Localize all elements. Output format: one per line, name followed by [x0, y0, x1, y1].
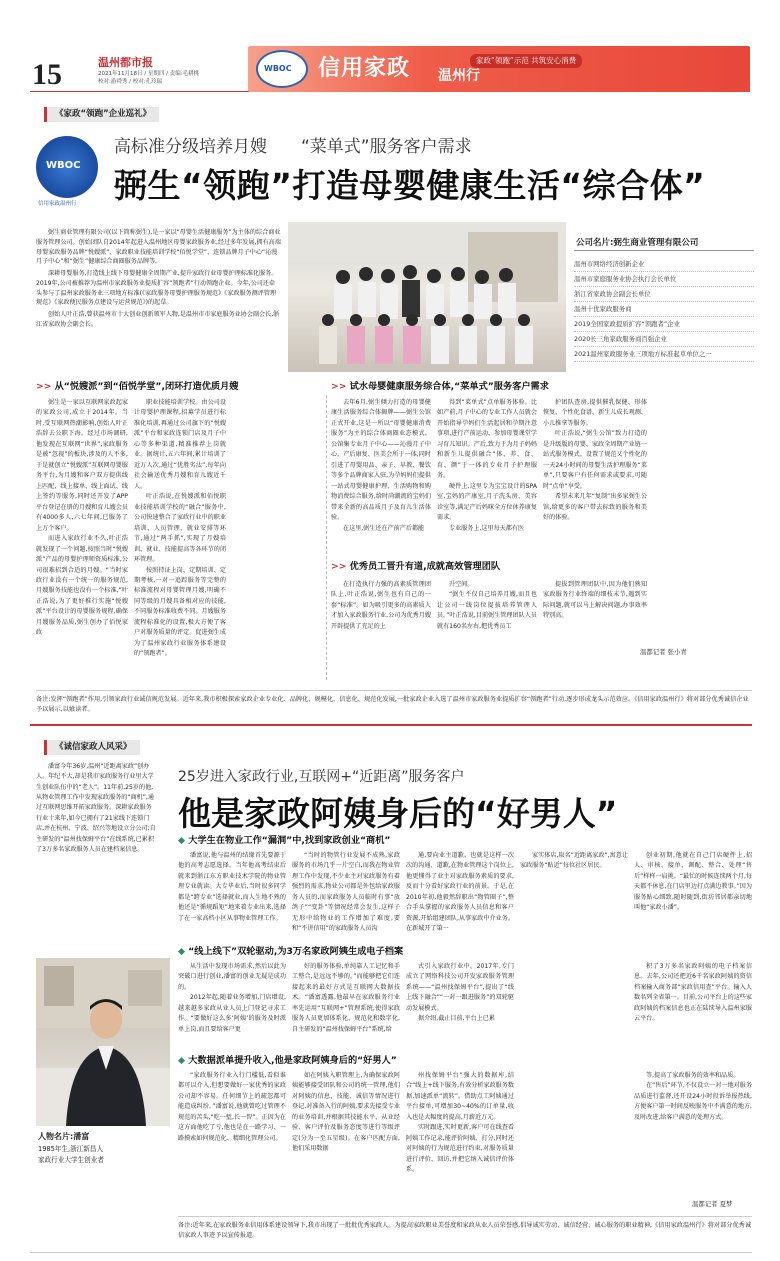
- diamond-icon: ◆: [178, 835, 189, 846]
- bottom-rule: [30, 1252, 752, 1253]
- honor-item: 温州市网络经济创新企业: [574, 257, 754, 272]
- honor-item: 浙江省家政协会副会长单位: [574, 287, 754, 302]
- text-column: 弼生是一家以互联网家政起家的家政公司,成立于2014年。当时,受互联网热潮影响,创始人叶正浩辞去公职下海。经过市场调研,他发现在互联网“世界”,家政服务是被“忽视”的板块,涉及的人不多,于是就创立“悦嫂派”互联网母婴服务平台,为月嫂和客户双方提供线上匹配、线上接单、线上面试、线上签约等服务,同时还开发了APP平台登记在册的月嫂和育儿嫂会员有4000多人,六七年间,已服务了上万个客户。 而进入家政行业不久,叶正浩就发现了一个问题,按照当时“悦嫂派”产品的母婴护理师资质标准,公司很难招到合适的月嫂。“当时家政行业没有一个统一的服务规范,月嫂服务技能也没有一个标准,”叶正浩说,为了更好推行实施“悦嫂派”平台设计的母婴服务规程,确保月嫂服务品质,弼生创办了佰悦家政: [36, 399, 128, 637]
- text-column: 州找保姆平台”强大的数据库,结合“线上+线下服务,有效分析家政服务数据,加速派单“流转”。借助点工阿姨通过平台接单,可增加30~40%的订单量,收入也是大幅度的提高,月薪近万元。 实时跟进,实时更新,客户可在线查看阿姨工作记录,能评价阿姨、打分,同时还对阿姨的行为规范进行约束,对服务质量进行评价、回访,并把它纳入诚信评价体系。: [406, 1072, 514, 1174]
- editor-note: 备注:近年来,在家政服务业信用体系建设领导下,我市出现了一批批优秀家政人。为提高家政职业美誉度和家政从业人员荣誉感,倡导诚实劳动、诚信经营、诚心服务的职业精神,《信用家政温州行》将对部分优秀诚信家政人事迹予以宣传报道。: [178, 1216, 752, 1241]
- text-column: 升空间。 “弼生不仅自己培养月嫂,而且也让公司一线岗位提拔培养管理人员。”叶正浩说,目前弼生管理团队人员就有160名左右,把优秀员工: [437, 581, 537, 630]
- article-headline: 他是家政阿姨身后的“好男人”: [178, 794, 618, 833]
- text-column: 家实体店,取名“近距离家政”,寓意让家政服务“贴近”每位社区居民。: [520, 852, 628, 870]
- chevron-icon: >>: [331, 381, 350, 392]
- text-column: 从生活中发现市场需求,然后以此为突破口进行创业,潘富的创业无疑是成功的。 2012年起,随着业务增加,门店增设,越来越多家政从业人员上门登记寻求工作。“要做好这么多‘阿姨’的服务及时派单上岗,而且要给客户更: [178, 963, 286, 1033]
- text-column: 积了3万多名家政阿姨的电子档案信息。去年,公司还把近6千名家政阿姨的资信档案输入商务部“家政信用查”平台。输入人数名列全省第一。目前,公司平台上的这些家政阿姨的档案信息也正在陆续导入温州家服云平台。: [634, 963, 752, 1023]
- byline: 温都记者 夏梦: [692, 1200, 733, 1208]
- diamond-icon: ◆: [178, 1055, 189, 1066]
- subhead: ◆ 大学生在物业工作“漏洞”中,找到家政创业“商机”: [178, 835, 391, 846]
- text-column: 职业技能培训学校。由公司设计母婴护理课程,招募学员进行标准化培训,再通过公司旗下的“悦嫂派”平台和家政连锁门店及月子中心等多种渠道,精准推荐上岗就业。据统计,五六年间,累计培训了近万人次,通过“优胜劣汰”,每年向社会输送优秀月嫂和育儿嫂近千人。 叶正浩说,在悦嫂派和佰悦职业技能培训学校的“融合”服务中,公司快速整合了家政行业中的职业培训、人员管理、就业安排等环节,通过“两手抓”,实现了月嫂培训、就业、技能提高等各环节的闭环管理。 按照持证上岗、定期培训、定期考核,一对一追踪服务等完整的标准流程对母婴管理月嫂,明确不同等级的月嫂具备相对应的技能,不同服务标准收费不同。月嫂服务流程标准化的设置,极大方便了客户对服务质量的评定。促进弼生成为了温州家政行业服务体系建设的“领跑者”。: [134, 399, 226, 658]
- profile-intro: 潘富今年36岁,温州“近距离家政”创办人。年纪不大,却是我市家政服务行业里大学生创业队伍中的“老人”。11年前,25岁的他,从物业管理工作中发现家政服务的“商机”,通过互联网思维开拓家政服务。深耕家政服务行业十来年,如今已拥有了21家线下连锁门店,并在杭州、宁波、绍兴等地设立分公司;自主研发的“温州找保姆平台”在线系统,已累积了3万多名家政服务人员在建档案信息。: [36, 763, 156, 853]
- text-column: 等,提高了家政服务的效率和品质。 在“售后”环节,不仅设立一对一地对服务品质进行监督,还开设24小时投诉举报热线,方便客户第一时间反映服务中不满意的地方,及时改进,给客户满意的处理方式。: [634, 1072, 752, 1121]
- text-column: 得到“菜单式”点单服务体验。比如产前,月子中心的专业工作人员就会开始指导孕妈们生活起居和孕期注意事项,进行产前运动、参加母婴课堂学习育儿知识。产后,致力于为月子妈妈和新生儿提供融合“体、养、食、育、颜”于一体的专业月子护理服务。 硬件上,这里专为宝宝设计的SPA室,宝妈的产康室,月子洗头房、美容诊室等,满足产后妈咪全方位休养康复需求。 专业服务上,这里每天都有医: [437, 399, 537, 532]
- intro-paragraph: 深耕母婴服务,打造线上线下母婴健康全周期产业,提升家政行业母婴护理标准化服务。2019年,公司被推荐为温州市家政服务业提质扩容“领跑者”行动领跑企业。今年,公司还牵头参与了温州家政服务业三项地方标准(《家政服务母婴护理服务规范》《家政服务测评管理规范》《家政便民服务点建设与运营规范》)的起草。: [36, 270, 278, 307]
- honor-item: 温州十优家政服务商: [574, 302, 754, 317]
- badge-text: WBOC: [46, 160, 81, 171]
- honor-item: 2021温州家政服务业三项地方标准起草单位之一: [574, 347, 754, 362]
- text-column: 去年6月,弼生倾力打造的母婴健康生活服务综合体揭牌——弼生公馆正式开业,这是一所以“母婴健康消费服务”为主的综合体商圈业态模式。公馆集专业月子中心——沁漫月子中心、产后康复、医美会所于一体,同时引进了母婴用品、亲子、早教、餐饮等多个品牌商家入驻,为孕妈妈们提供一站式母婴健康护理、生活购物和购物消费综合服务,给时尚潮流的宝妈们带来全新的高品质月子及育儿生活体验。 在这里,弼生还在产前产后都能: [331, 399, 431, 532]
- badge-sub: 信用家政温州行: [38, 201, 77, 207]
- editor-note: 备注:发挥“领跑者”作用,引领家政行业诚信规范发展。近年来,我市积极探索家政企业专业化、品牌化、规模化、信息化、规范化发展,一批家政企业入选了温州市家政服务业提质扩容“领跑者”行动,逐步形成龙头示范效应。《信用家政温州行》将对部分优秀诚信企业予以展示,以飨读者。: [36, 690, 752, 715]
- text-column: 护团队查房,提供催乳保健、形体恢复、个性化食谱、新生儿成长观测、小儿推拿等服务。 叶正浩说,“弼生公馆”致力打造的是升级版的母婴、家政全周期产业链一站式服务模式。设置了规范又个性化的一天24小时间的母婴生活护理服务“菜单”,只要客户有任何需求或要求,可随时“点单”享受。 希望未来几年“复制”出多家弼生公馆,给更多的客户带去标致的服务和美好的体验。: [543, 399, 647, 522]
- subhead: >> 优秀员工晋升有道,成就高效管理团队: [331, 561, 501, 572]
- subhead: >> 从“悦嫂派”到“佰悦学堂”,闭环打造优质月嫂: [36, 381, 239, 392]
- article-kicker: 高标准分级培养月嫂 “菜单式”服务客户需求: [114, 137, 472, 157]
- text-column: “当时的物管行业发展不成熟,家政服务的市场几乎一片空白,而我在物业管理工作中发现,不少业主对家政服务有着强烈的需求,物业公司都是外包给家政服务人员的,而家政服务人员临时有事“放鸽子”“变卦”等情况经常会发生,这样子无形中给物业的工作增加了难度,要和“不讲信用”的家政服务人员沟: [292, 852, 400, 933]
- person-caption: 人物名片:潘富 1985年生,浙江新昌人 家政行业大学生创业者: [38, 1132, 104, 1164]
- text-column: 通,要向业主道歉。也就是这样一次次的沟通、道歉,在物业管理这个岗位上,他更懂得了业主对家政服务素质的要求,反而十分看好家政行业的前景。于是,在2010年初,他毅然辞职出“物管圈子”,整合手头掌握的家政服务人员信息和客户资源,开始组建团队,从事家政中介业务。在新城开了第一: [406, 852, 514, 933]
- section-divider: [30, 724, 752, 726]
- team-photo: [288, 222, 566, 372]
- portrait-photo: [36, 958, 170, 1126]
- article-kicker: 25岁进入家政行业,互联网+“近距离”服务客户: [178, 769, 465, 785]
- band-city: 温州行: [438, 68, 480, 84]
- section-tag: 《诚信家政人风采》: [44, 740, 140, 755]
- subhead: >> 试水母婴健康服务综合体,“菜单式”服务客户需求: [331, 381, 549, 392]
- issue-date: 2021年11月18日 / 星期四 / 责编:毛耕桃: [98, 71, 200, 77]
- text-column: 创业初期,他就在自己门店硬件上,招人、审核、接单、调配、整合、处理“售后”样样一肩挑。“最忙的时候连续两个月,每天都不休息,在门店里边打点满边教事。”因为服务贴心细致,随时随到,街坊邻居都亲切地叫他“家政小潘”。: [634, 852, 752, 912]
- text-column: 在打造执行力强的高素质管理团队上,叶正浩说,弼生也有自己的一套“标准”。如为吸引更多的高素质人才加入家政服务行业,公司为优秀月嫂开辟提供了充足的上: [331, 581, 431, 630]
- intro-paragraph: 创始人叶正浩,曾获温州市十大创业创新领军人物,是温州市市家庭服务业协会副会长,浙江省家政协会副会长。: [36, 311, 280, 328]
- band-logo-text: WBOC: [264, 64, 292, 73]
- intro-text: [36, 228, 281, 332]
- paper-name: 温州都市报: [98, 56, 153, 69]
- byline: 温都记者 张小青: [640, 648, 687, 656]
- band-title: 信用家政: [318, 56, 411, 81]
- diamond-icon: ◆: [178, 946, 189, 957]
- text-column: 式引入家政行业中。2017年,专门成立了网络科技公司开发家政服务管理系统——“温州找保姆平台”,提出了“线上线下融合”“一对一跟进服务”的双轮驱动发展模式。 据介绍,截止目前,平台上已累: [406, 963, 514, 1023]
- article-headline: 弼生“领跑”打造母婴健康生活“综合体”: [114, 166, 706, 205]
- page-number: 15: [32, 58, 62, 91]
- company-card-title: 公司名片:弼生商业管理有限公司: [576, 238, 699, 248]
- text-column: 潘富说,他与温州的结缘首先要源于他的高考志愿选择。当年他高考结束后就来到浙江东方职业技术学院的物业管理专业就读。大专毕业后,当时很多同学都是“跨专业”选择就业,而人生地不熟的他还是“循规蹈矩”地来着专业出来,选择了在一家高档小区从事物业管理工作。: [178, 852, 286, 922]
- chevron-icon: >>: [36, 381, 55, 392]
- section-tag: 《家政“领跑”企业巡礼》: [44, 107, 159, 122]
- honor-list: [574, 250, 754, 362]
- column-divider: [326, 395, 327, 680]
- text-column: “家政服务行业入行门槛低,看似谁都可以介入,但想要做好一家优秀的家政公司却不容易。任何细节上的疏忽都可能造成纠纷。”潘富说,他就曾吃过管理不规范的苦头,“吃一堑,长一智”。正因为在这方面他吃了亏,他也是在一路学习、一路摸索如何规范化、精细化管理公司。: [178, 1072, 286, 1142]
- text-column: 好的服务体验,单纯靠人工记忆和手工整合,是远远不够的。”而能够把它们连接起来的最好方式是互联网大数据技术。“潘富透露,他最早在家政服务行业率先运用“互联网+”管理系统,使得家政服务人员更加体系化、规范化和数字化,自主研发的“温州找保姆平台”系统,给: [292, 963, 400, 1033]
- subhead: ◆ 大数据派单提升收入,他是家政阿姨身后的“好男人”: [178, 1055, 397, 1066]
- issue-editors: 校对:游舜秀 / 校对:孔玲瑞: [98, 79, 163, 85]
- text-column: 如在阿姨入职管理上,为确保家政阿姨能够接受团队和公司的统一管理,他们对阿姨的信息、技能、诚信等情况进行登记,对准备入行的阿姨,要求先接受专业的业务培训,并根据其技能水平、从业经验、客户评价及服务态度等进行等级评定(分为一至五星级)。在客户匹配方面,他们采用数据: [292, 1072, 400, 1153]
- chevron-icon: >>: [331, 561, 350, 572]
- band-slogan: 家政“领跑”示范 共筑安心消费: [470, 54, 582, 68]
- text-column: 提拔到管理团队中,因为他们熟知家政服务行业终端的细枝末节,遇到实际问题,就可以马上解决问题,办事效率特别高。: [543, 581, 647, 620]
- honor-item: 2020长三角家政服务商百强企业: [574, 332, 754, 347]
- subhead: ◆ “线上线下”双轮驱动,为3万名家政阿姨生成电子档案: [178, 946, 404, 957]
- honor-item: 温州市家庭服务业协会执行会长单位: [574, 272, 754, 287]
- intro-paragraph: 弼生商业管理有限公司(以下简称弼生),是一家以“母婴生活健康服务”为主体的综合商业服务管理公司。创始团队自2014年起进入温州地区母婴家政服务业,经过多年发展,拥有高端母婴家政服务品牌“悦嫂派”、家政职业技能培训学校“佰悦学堂”、连锁品牌月子中心“沁漫月子中心”和“弼生”健康综合商圈服务品牌等。: [36, 229, 281, 266]
- honor-item: 2019全国家政提质扩容“领跑者”企业: [574, 317, 754, 332]
